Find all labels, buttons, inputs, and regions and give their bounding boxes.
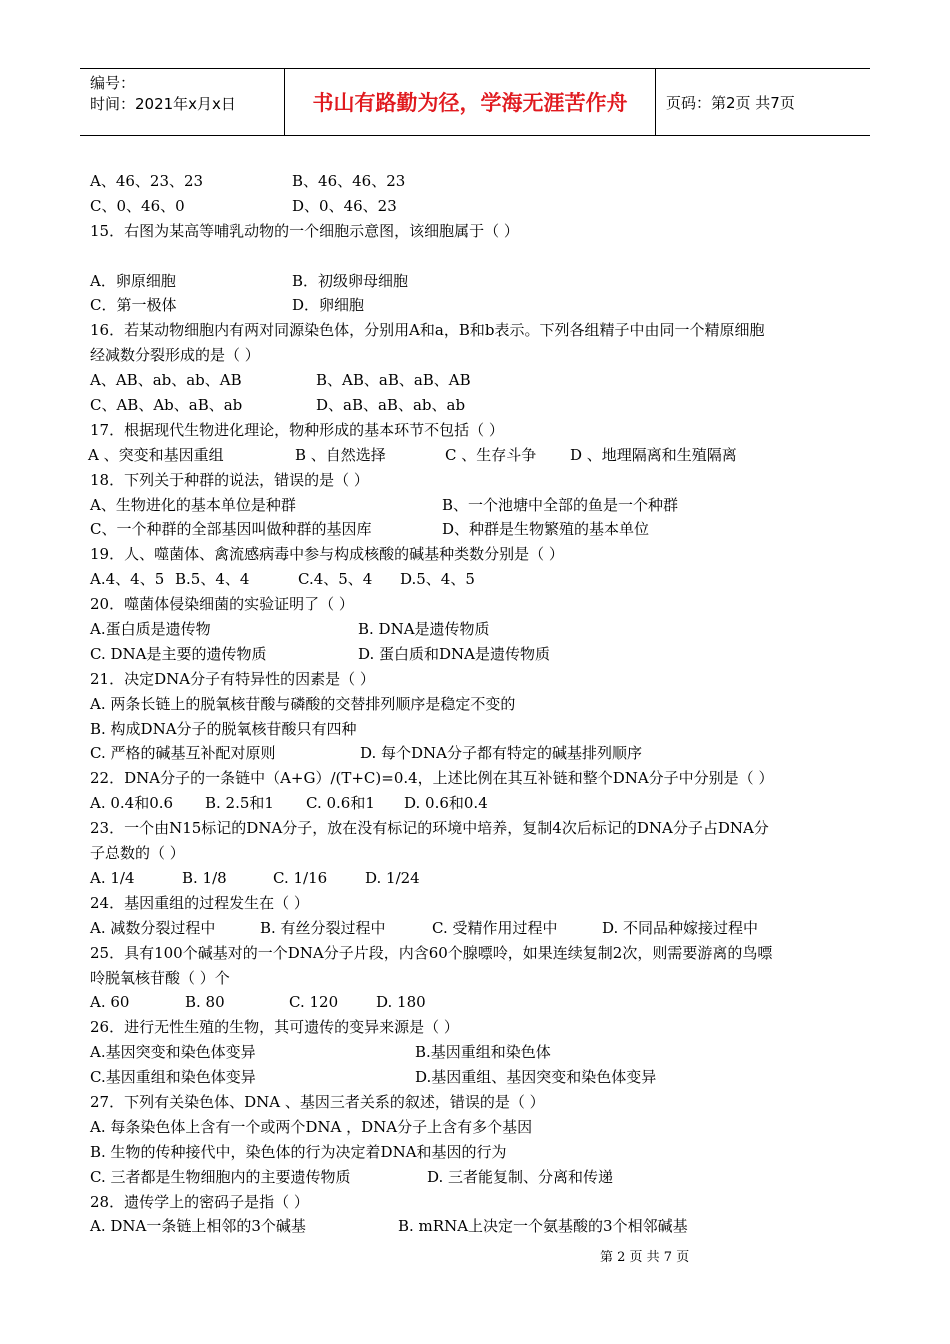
question-line: 25．具有100个碱基对的一个DNA分子片段，内含60个腺嘌呤，如果连续复制2次，则需要游离的鸟嘌 (90, 943, 773, 962)
question-line: 28．遗传学上的密码子是指（ ） (90, 1192, 309, 1211)
answer-option: D.基因重组、基因突变和染色体变异 (415, 1068, 657, 1087)
question-line: B. 构成DNA分子的脱氧核苷酸只有四种 (90, 719, 357, 738)
answer-option: B. 1/8 (182, 868, 227, 887)
answer-option: C. DNA是主要的遗传物质 (90, 644, 267, 663)
question-line (90, 443, 870, 468)
question-line: 经减数分裂形成的是（ ） (90, 346, 260, 365)
question-line (90, 1165, 870, 1190)
answer-option: C. 120 (289, 993, 339, 1012)
question-line: 26．进行无性生殖的生物，其可遗传的变异来源是（ ） (90, 1018, 459, 1037)
answer-option: B. 2.5和1 (205, 794, 274, 813)
answer-option: D、种群是生物繁殖的基本单位 (442, 520, 650, 539)
answer-option: C.基因重组和染色体变异 (90, 1068, 256, 1087)
header-left (80, 69, 284, 135)
answer-option: D. 180 (376, 993, 426, 1012)
question-line (90, 866, 870, 891)
answer-option: D、0、46、23 (292, 196, 397, 215)
question-line (90, 617, 870, 642)
question-line (90, 169, 870, 194)
question-line: 18．下列关于种群的说法，错误的是（ ） (90, 470, 369, 489)
question-line: 21．决定DNA分子有特异性的因素是（ ） (90, 669, 375, 688)
question-line: 16．若某动物细胞内有两对同源染色体，分别用A和a，B和b表示。下列各组精子中由同一个精原细胞 (90, 321, 765, 340)
question-line: 15．右图为某高等哺乳动物的一个细胞示意图，该细胞属于（ ） (90, 221, 519, 240)
answer-option: A、生物进化的基本单位是种群 (90, 495, 296, 514)
answer-option: C、一个种群的全部基因叫做种群的基因库 (90, 520, 372, 539)
question-line (90, 493, 870, 518)
question-line: B. 生物的传种接代中，染色体的行为决定着DNA和基因的行为 (90, 1142, 507, 1161)
answer-option: C 、生存斗争 (445, 445, 537, 464)
answer-option: A.蛋白质是遗传物 (90, 620, 211, 639)
question-line (90, 567, 870, 592)
question-line: A. 两条长链上的脱氧核苷酸与磷酸的交替排列顺序是稳定不变的 (90, 694, 516, 713)
answer-option: A、AB、ab、ab、AB (90, 371, 242, 390)
question-line (90, 393, 870, 418)
answer-option: B、一个池塘中全部的鱼是一个种群 (442, 495, 679, 514)
answer-option: B. 80 (185, 993, 225, 1012)
answer-option: A．卵原细胞 (90, 271, 176, 290)
question-line (90, 269, 870, 294)
question-line: 17．根据现代生物进化理论，物种形成的基本环节不包括（ ） (90, 420, 504, 439)
answer-option: B. 有丝分裂过程中 (260, 918, 386, 937)
question-line (90, 293, 870, 318)
answer-option: D. 三者能复制、分离和传递 (427, 1167, 614, 1186)
motto: 书山有路勤为径，学海无涯苦作舟 (284, 69, 656, 135)
question-line (90, 791, 870, 816)
question-line (90, 194, 870, 219)
answer-option: C. 0.6和1 (306, 794, 375, 813)
question-line: 24．基因重组的过程发生在（ ） (90, 893, 309, 912)
answer-option: D、aB、aB、ab、ab (316, 396, 466, 415)
answer-option: D.5、4、5 (400, 570, 475, 589)
answer-option: C. 1/16 (273, 868, 328, 887)
answer-option: A.基因突变和染色体变异 (90, 1043, 256, 1062)
answer-option: D. 0.6和0.4 (404, 794, 488, 813)
answer-option: A. 60 (90, 993, 130, 1012)
question-line (90, 244, 870, 269)
question-line (90, 642, 870, 667)
answer-option: B．初级卵母细胞 (292, 271, 409, 290)
answer-option: D. 每个DNA分子都有特定的碱基排列顺序 (360, 744, 643, 763)
question-line (90, 1214, 870, 1239)
question-line: 27．下列有关染色体、DNA 、基因三者关系的叙述，错误的是（ ） (90, 1092, 545, 1111)
answer-option: C. 三者都是生物细胞内的主要遗传物质 (90, 1167, 351, 1186)
answer-option: C. 受精作用过程中 (432, 918, 558, 937)
question-line: A. 每条染色体上含有一个或两个DNA ，DNA分子上含有多个基因 (90, 1117, 533, 1136)
answer-option: C.4、5、4 (298, 570, 373, 589)
answer-option: D 、地理隔离和生殖隔离 (570, 445, 737, 464)
question-line (90, 517, 870, 542)
number-label: 编号： (90, 74, 136, 92)
answer-option: B 、自然选择 (295, 445, 386, 464)
answer-option: B、46、46、23 (292, 172, 406, 190)
answer-option: B、AB、aB、aB、AB (316, 371, 471, 390)
question-line (90, 368, 870, 393)
question-line (90, 990, 870, 1015)
answer-option: B.基因重组和染色体 (415, 1043, 551, 1062)
answer-option: C．第一极体 (90, 296, 177, 315)
answer-option: A. DNA一条链上相邻的3个碱基 (90, 1217, 306, 1236)
answer-option: D. 蛋白质和DNA是遗传物质 (358, 644, 551, 663)
answer-option: B.5、4、4 (175, 570, 250, 589)
answer-option: A. 减数分裂过程中 (90, 918, 216, 937)
question-line (90, 1065, 870, 1090)
answer-option: A. 1/4 (90, 868, 135, 887)
question-line (90, 1040, 870, 1065)
page-footer: 第 2 页 共 7 页 (600, 1250, 690, 1265)
answer-option: A. 0.4和0.6 (90, 794, 174, 813)
answer-option: C. 严格的碱基互补配对原则 (90, 744, 276, 763)
question-line (90, 741, 870, 766)
question-list (90, 169, 870, 1239)
date-label: 时间：2021年x月x日 (90, 95, 236, 113)
question-line: 19．人、噬菌体、禽流感病毒中参与构成核酸的碱基种类数分别是（ ） (90, 545, 564, 564)
answer-option: A 、突变和基因重组 (88, 445, 224, 464)
answer-option: D．卵细胞 (292, 296, 365, 315)
question-line (90, 916, 870, 941)
answer-option: C、AB、Ab、aB、ab (90, 396, 243, 415)
answer-option: D. 1/24 (365, 868, 420, 887)
answer-option: C、0、46、0 (90, 196, 185, 215)
answer-option: A、46、23、23 (90, 172, 204, 190)
question-line: 呤脱氧核苷酸（ ）个 (90, 968, 230, 987)
question-line: 20．噬菌体侵染细菌的实验证明了（ ） (90, 595, 354, 614)
page-info: 页码：第2页 共7页 (666, 93, 795, 112)
question-line: 22．DNA分子的一条链中（A+G）/(T+C)=0.4，上述比例在其互补链和整个DNA分子中分别是（ ） (90, 769, 774, 788)
answer-option: D. 不同品种嫁接过程中 (602, 918, 759, 937)
question-line: 子总数的（ ） (90, 844, 185, 863)
page-header (80, 68, 870, 136)
answer-option: B. mRNA上决定一个氨基酸的3个相邻碱基 (398, 1217, 688, 1236)
answer-option: A.4、4、5 (90, 570, 165, 589)
question-line: 23．一个由N15标记的DNA分子，放在没有标记的环境中培养，复制4次后标记的DNA分子占DNA分 (90, 819, 769, 838)
answer-option: B. DNA是遗传物质 (358, 620, 490, 639)
